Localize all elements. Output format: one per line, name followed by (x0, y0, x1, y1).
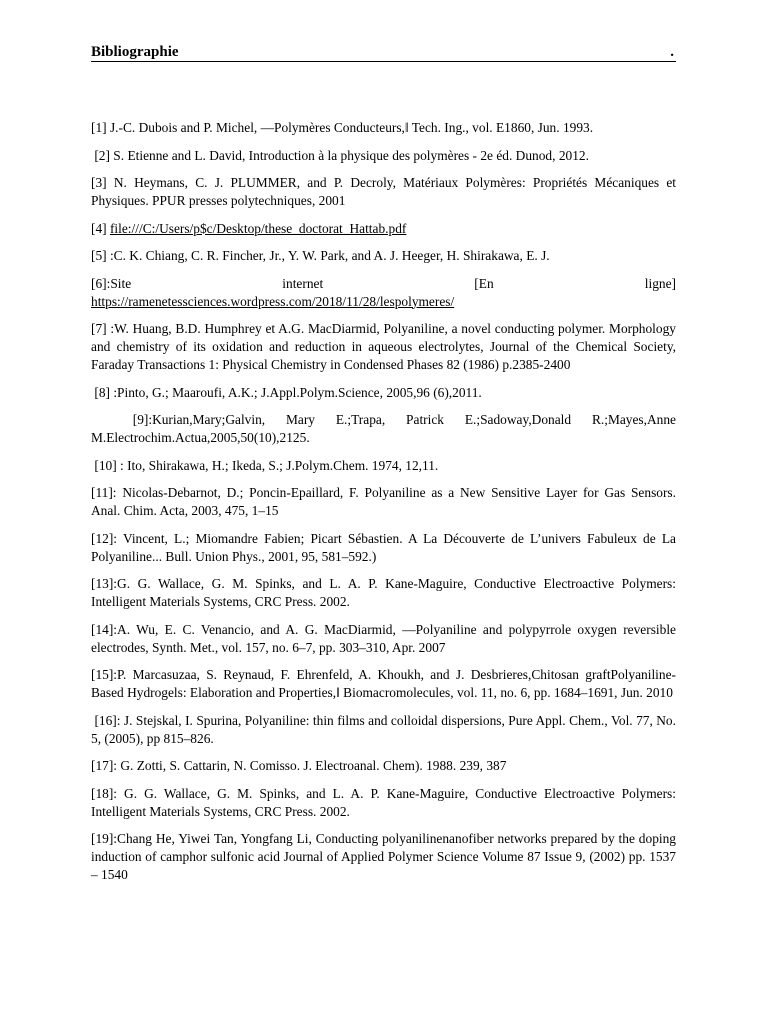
reference-13: [13]:G. G. Wallace, G. M. Spinks, and L. A. P. Kane-Maguire, Conductive Electroactive Polymers: Intelligent Materials Systems, CRC Press. 2002. (91, 576, 676, 609)
reference-7: [7] :W. Huang, B.D. Humphrey et A.G. MacDiarmid, Polyaniline, a novel conducting polymer. Morphology and chemistry of its oxidation and reduction in aqueous electrolytes, Journal of the Chemical Society, Faraday Transactions 1: Physical Chemistry in Condensed Phases 82 (1986) p.2385-2400 (91, 321, 676, 372)
reference-1: [1] J.-C. Dubois and P. Michel, ―Polymères Conducteurs,‖ Tech. Ing., vol. E1860, Jun. 1993. (91, 120, 594, 135)
reference-2: [2] S. Etienne and L. David, Introduction à la physique des polymères - 2e éd. Dunod, 2012. (91, 147, 589, 163)
reference-17: [17]: G. Zotti, S. Cattarin, N. Comisso. J. Electroanal. Chem). 1988. 239, 387 (91, 758, 507, 773)
reference-4-link[interactable]: file:///C:/Users/p$c/Desktop/these_doctorat_Hattab.pdf (109, 220, 407, 236)
page-title: Bibliographie (91, 44, 179, 60)
reference-6 (91, 275, 676, 311)
reference-3: [3] N. Heymans, C. J. PLUMMER, and P. Decroly, Matériaux Polymères: Propriétés Mécaniques et Physiques. PPUR presses polytechniques, 2001 (91, 175, 676, 208)
reference-11: [11]: Nicolas-Debarnot, D.; Poncin-Epaillard, F. Polyaniline as a New Sensitive Layer for Gas Sensors. Anal. Chim. Acta, 2003, 475, 1–15 (91, 485, 676, 518)
header-trailing-dot: . (670, 44, 674, 60)
reference-4-prefix: [4] (91, 220, 110, 236)
reference-9: [9]:Kurian,Mary;Galvin, Mary E.;Trapa, Patrick E.;Sadoway,Donald R.;Mayes,Anne M.Electrochim.Actua,2005,50(10),2125. (91, 412, 680, 445)
reference-6-link[interactable]: https://ramenetessciences.wordpress.com/2018/11/28/lespolymeres/ (91, 293, 455, 309)
reference-15: [15]:P. Marcasuzaa, S. Reynaud, F. Ehrenfeld, A. Khoukh, and J. Desbrieres,Chitosan graftPolyaniline-Based Hydrogels: Elaboration and Properties,‖ Biomacromolecules, vol. 11, no. 6, pp. 1684–1691, Jun. 2010 (91, 667, 676, 700)
reference-16: [16]: J. Stejskal, I. Spurina, Polyaniline: thin films and colloidal dispersions, Pure Appl. Chem., Vol. 77, No. 5, (2005), pp 815–826. (91, 712, 680, 746)
reference-list (91, 119, 680, 894)
reference-5: [5] :C. K. Chiang, C. R. Fincher, Jr., Y. W. Park, and A. J. Heeger, H. Shirakawa, E. J. (91, 248, 550, 263)
reference-14: [14]:A. Wu, E. C. Venancio, and A. G. MacDiarmid, ―Polyaniline and polypyrrole oxygen reversible electrodes, Synth. Met., vol. 157, no. 6–7, pp. 303–310, Apr. 2007 (91, 621, 676, 655)
reference-12: [12]: Vincent, L.; Miomandre Fabien; Picart Sébastien. A La Découverte de L’univers Fabuleux de La Polyaniline... Bull. Union Phys., 2001, 95, 581–592.) (91, 530, 676, 564)
page-header (91, 44, 676, 62)
reference-4 (91, 220, 676, 238)
reference-19: [19]:Chang He, Yiwei Tan, Yongfang Li, Conducting polyanilinenanofiber networks prepared by the doping induction of camphor sulfonic acid Journal of Applied Polymer Science Volume 87 Issue 9, (2002) pp. 1537 – 1540 (91, 831, 676, 882)
reference-10: [10] : Ito, Shirakawa, H.; Ikeda, S.; J.Polym.Chem. 1974, 12,11. (91, 457, 439, 473)
reference-18: [18]: G. G. Wallace, G. M. Spinks, and L. A. P. Kane-Maguire, Conductive Electroactive Polymers: Intelligent Materials Systems, CRC Press. 2002. (91, 785, 676, 819)
reference-8: [8] :Pinto, G.; Maaroufi, A.K.; J.Appl.Polym.Science, 2005,96 (6),2011. (91, 384, 482, 400)
reference-6-line1: [6]:Site internet [En ligne] (91, 275, 676, 291)
